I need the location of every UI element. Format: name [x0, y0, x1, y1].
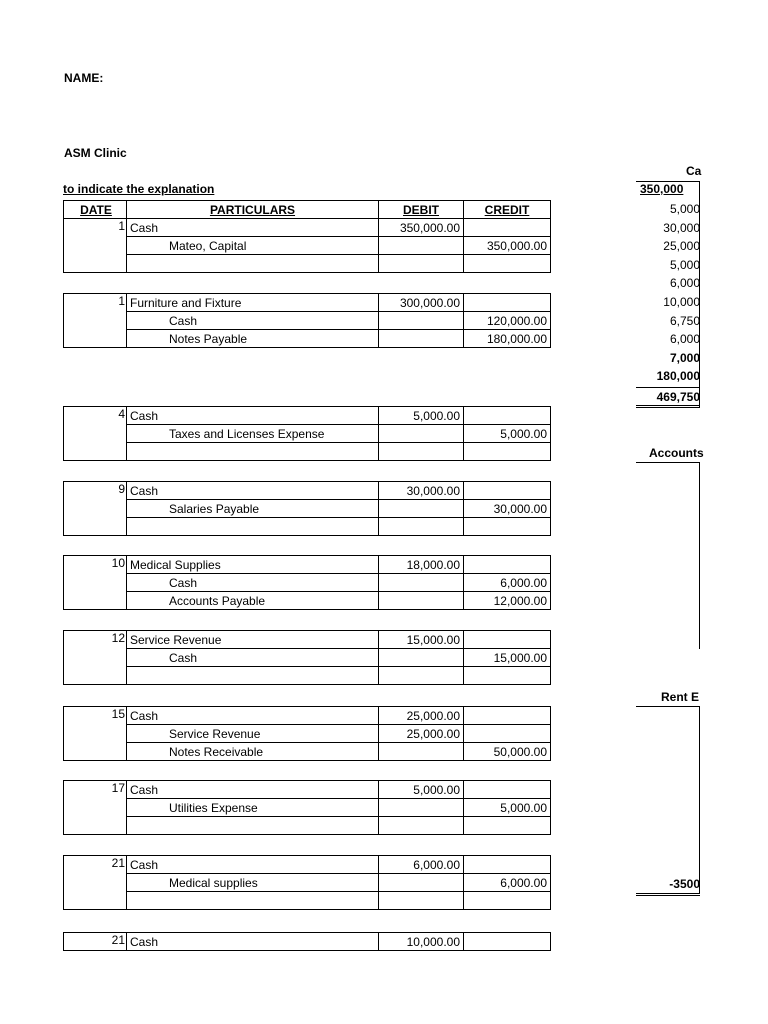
entry-debit	[379, 874, 464, 892]
entry-account: Salaries Payable	[127, 500, 379, 518]
entry-debit: 300,000.00	[379, 294, 464, 312]
entry-credit	[464, 707, 551, 725]
ledger-cash-value: 6,750	[669, 313, 700, 328]
entry-credit	[464, 482, 551, 500]
entry-credit	[464, 294, 551, 312]
entry-credit: 5,000.00	[464, 425, 551, 443]
ledger-rent-total: -3500	[669, 877, 700, 891]
entry-debit	[379, 817, 464, 835]
journal-row	[64, 781, 551, 799]
ledger-cash-total: 469,750	[656, 390, 700, 404]
entry-account: Cash	[127, 407, 379, 425]
journal-row	[64, 556, 551, 574]
entry-account: Utilities Expense	[127, 799, 379, 817]
entry-account	[127, 817, 379, 835]
entry-date: 15	[64, 707, 127, 761]
entry-debit: 18,000.00	[379, 556, 464, 574]
entry-account: Cash	[127, 856, 379, 874]
entry-account: Cash	[127, 707, 379, 725]
entry-debit	[379, 892, 464, 910]
journal-header	[63, 200, 551, 219]
ledger-rent-top-rule	[636, 706, 700, 707]
entry-date: 9	[64, 482, 127, 536]
entry-debit	[379, 443, 464, 461]
entry-debit	[379, 237, 464, 255]
entry-account: Service Revenue	[127, 631, 379, 649]
journal-row	[64, 237, 551, 255]
entry-account: Taxes and Licenses Expense	[127, 425, 379, 443]
particulars-header: PARTICULARS	[209, 202, 296, 217]
date-header: DATE	[80, 202, 112, 217]
entry-date: 21	[64, 933, 127, 951]
entry-credit	[464, 556, 551, 574]
entry-credit	[464, 817, 551, 835]
ledger-cash-value: 6,000	[669, 332, 700, 347]
journal-row	[64, 312, 551, 330]
entry-credit: 50,000.00	[464, 743, 551, 761]
entry-credit	[464, 725, 551, 743]
ledger-cash-value: 30,000	[663, 220, 700, 235]
journal-row	[64, 443, 551, 461]
entry-account: Cash	[127, 312, 379, 330]
ledger-cash-double-rule	[636, 405, 700, 411]
entry-date: 21	[64, 856, 127, 910]
debit-header: DEBIT	[403, 202, 439, 217]
entry-credit: 15,000.00	[464, 649, 551, 667]
entry-debit: 6,000.00	[379, 856, 464, 874]
entry-debit	[379, 592, 464, 610]
journal-row	[64, 500, 551, 518]
journal-row	[64, 817, 551, 835]
ledger-cash-value: 180,000	[656, 369, 700, 384]
journal-row	[64, 518, 551, 536]
journal-entry	[63, 932, 551, 951]
journal-row	[64, 933, 551, 951]
journal-row	[64, 330, 551, 348]
entry-debit	[379, 500, 464, 518]
ledger-ap-title: Accounts	[649, 446, 704, 460]
entry-date: 1	[64, 219, 127, 273]
journal-row	[64, 592, 551, 610]
entry-credit	[464, 631, 551, 649]
ledger-cash-value: 7,000	[669, 350, 700, 365]
journal-row	[64, 743, 551, 761]
entry-account	[127, 667, 379, 685]
entry-debit	[379, 255, 464, 273]
entry-account: Cash	[127, 781, 379, 799]
company-name: ASM Clinic	[64, 146, 127, 160]
journal-row	[64, 707, 551, 725]
journal-entry	[63, 780, 551, 835]
entry-account: Cash	[127, 219, 379, 237]
journal-row	[64, 482, 551, 500]
ledger-rent-title: Rent E	[661, 690, 700, 704]
entry-debit	[379, 330, 464, 348]
journal-row	[64, 725, 551, 743]
entry-account: Medical supplies	[127, 874, 379, 892]
name-label: NAME:	[64, 71, 104, 85]
ledger-cash-value: 10,000	[663, 295, 700, 309]
journal-row	[64, 892, 551, 910]
entry-account: Service Revenue	[127, 725, 379, 743]
entry-date: 17	[64, 781, 127, 835]
entry-debit: 30,000.00	[379, 482, 464, 500]
journal-row	[64, 874, 551, 892]
ledger-ap-divider	[699, 462, 700, 649]
entry-debit: 15,000.00	[379, 631, 464, 649]
journal-entry	[63, 630, 551, 685]
entry-credit	[464, 219, 551, 237]
entry-credit	[464, 255, 551, 273]
entry-credit	[464, 781, 551, 799]
entry-credit: 12,000.00	[464, 592, 551, 610]
journal-row	[64, 631, 551, 649]
entry-debit: 5,000.00	[379, 781, 464, 799]
entry-credit	[464, 518, 551, 536]
ledger-rent-double-rule	[636, 893, 700, 899]
entry-account: Cash	[127, 482, 379, 500]
instruction-text: to indicate the explanation	[63, 182, 215, 196]
entry-debit	[379, 425, 464, 443]
entry-debit	[379, 799, 464, 817]
credit-header: CREDIT	[484, 202, 530, 217]
ledger-cash-title: Ca	[686, 164, 702, 178]
entry-credit: 30,000.00	[464, 500, 551, 518]
journal-entry	[63, 406, 551, 461]
entry-account: Notes Payable	[127, 330, 379, 348]
journal-entry	[63, 293, 551, 348]
entry-account	[127, 443, 379, 461]
entry-credit	[464, 933, 551, 951]
journal-row	[64, 649, 551, 667]
entry-account: Medical Supplies	[127, 556, 379, 574]
entry-credit	[464, 667, 551, 685]
ledger-ap-top-rule	[636, 462, 700, 463]
journal-row	[64, 255, 551, 273]
entry-account: Mateo, Capital	[127, 237, 379, 255]
entry-credit: 6,000.00	[464, 574, 551, 592]
entry-account: Cash	[127, 574, 379, 592]
entry-credit: 350,000.00	[464, 237, 551, 255]
entry-date: 10	[64, 556, 127, 610]
entry-date: 1	[64, 294, 127, 348]
entry-debit	[379, 518, 464, 536]
journal-entry	[63, 555, 551, 610]
journal-row	[64, 856, 551, 874]
entry-account: Cash	[127, 649, 379, 667]
journal-row	[64, 219, 551, 237]
entry-credit: 120,000.00	[464, 312, 551, 330]
ledger-cash-opening: 350,000	[640, 182, 684, 196]
entry-debit: 350,000.00	[379, 219, 464, 237]
entry-debit	[379, 743, 464, 761]
journal-entry	[63, 481, 551, 536]
ledger-cash-value: 6,000	[669, 276, 700, 291]
entry-account: Accounts Payable	[127, 592, 379, 610]
entry-credit	[464, 856, 551, 874]
entry-debit: 10,000.00	[379, 933, 464, 951]
journal-entry	[63, 218, 551, 273]
entry-account: Cash	[127, 933, 379, 951]
journal-row	[64, 425, 551, 443]
journal-row	[64, 799, 551, 817]
entry-credit: 5,000.00	[464, 799, 551, 817]
entry-debit: 25,000.00	[379, 725, 464, 743]
entry-account	[127, 518, 379, 536]
entry-credit: 180,000.00	[464, 330, 551, 348]
journal-row	[64, 407, 551, 425]
entry-credit	[464, 892, 551, 910]
entry-debit: 25,000.00	[379, 707, 464, 725]
entry-date: 12	[64, 631, 127, 685]
entry-debit: 5,000.00	[379, 407, 464, 425]
entry-debit	[379, 312, 464, 330]
entry-debit	[379, 649, 464, 667]
entry-debit	[379, 667, 464, 685]
journal-row	[64, 667, 551, 685]
ledger-cash-value: 5,000	[669, 202, 700, 216]
entry-account	[127, 892, 379, 910]
entry-credit	[464, 407, 551, 425]
entry-account: Notes Receivable	[127, 743, 379, 761]
entry-credit: 6,000.00	[464, 874, 551, 892]
entry-date: 4	[64, 407, 127, 461]
journal-row	[64, 574, 551, 592]
entry-debit	[379, 574, 464, 592]
ledger-cash-value: 5,000	[669, 257, 700, 272]
journal-entry	[63, 855, 551, 910]
entry-account	[127, 255, 379, 273]
ledger-rent-divider	[699, 706, 700, 894]
ledger-cash-value: 25,000	[663, 239, 700, 254]
journal-row	[64, 294, 551, 312]
entry-account: Furniture and Fixture	[127, 294, 379, 312]
entry-credit	[464, 443, 551, 461]
journal-entry	[63, 706, 551, 761]
